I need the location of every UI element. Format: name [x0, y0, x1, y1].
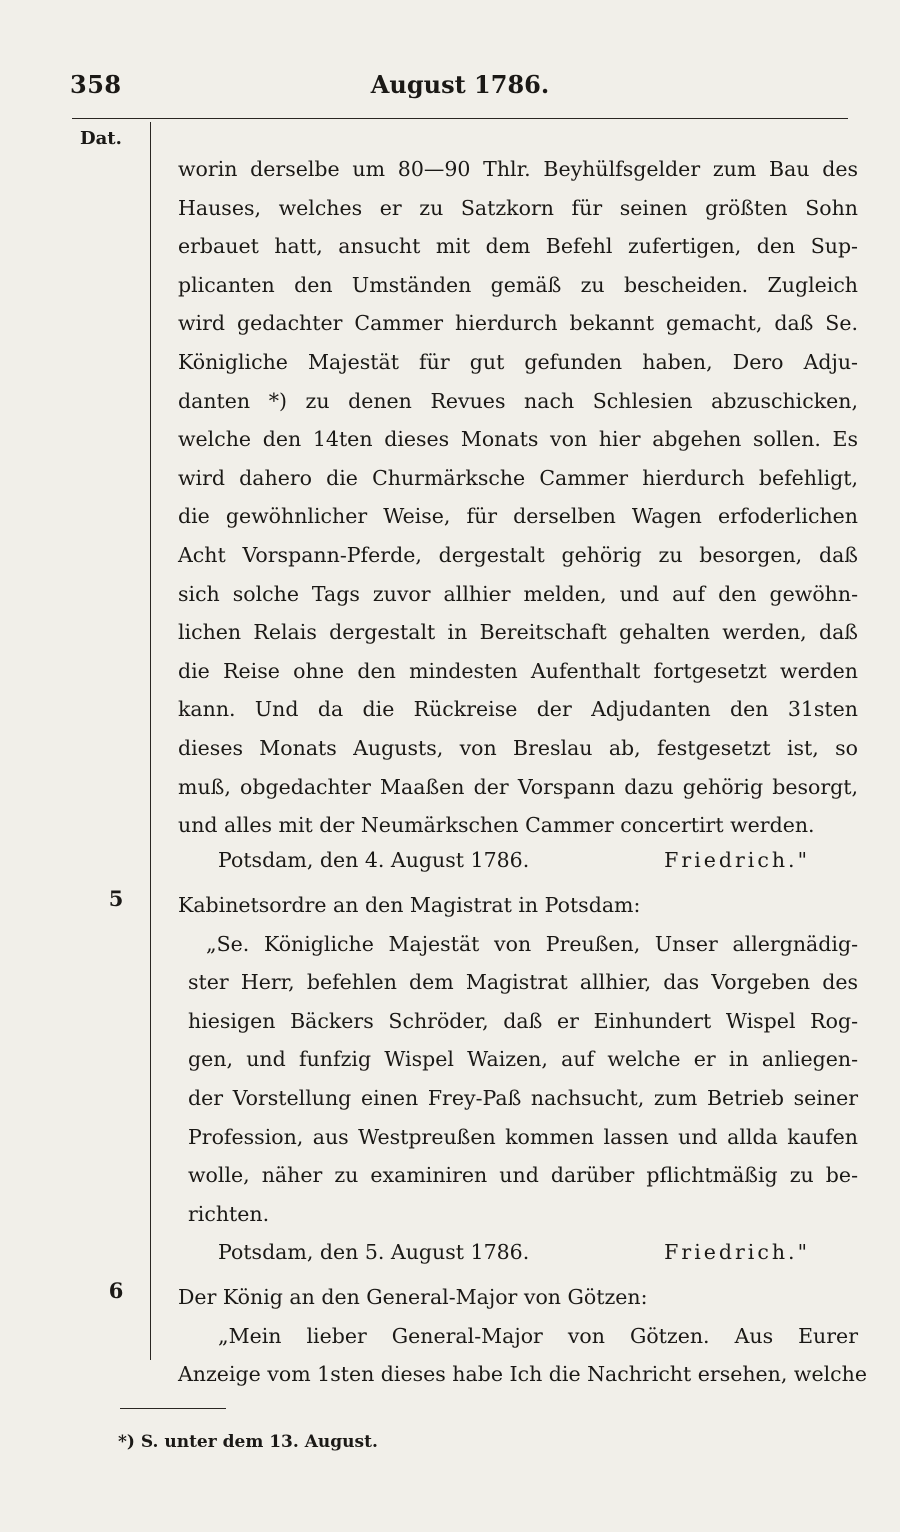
text-line: die gewöhnlicher Weise, für derselben Wagen erfoderlichen [178, 504, 858, 529]
text-line: muß, obgedachter Maaßen der Vorspann dazu gehörig besorgt, [178, 774, 858, 799]
footnote-rule [120, 1408, 226, 1409]
date-column-label: Dat. [80, 128, 122, 149]
text-line: wird dahero die Churmärksche Cammer hierdurch befehligt, [178, 465, 858, 490]
entry-5-text [178, 886, 858, 1233]
text-line: Profession, aus Westpreußen kommen lassen und allda kaufen [188, 1124, 858, 1149]
place-date: Potsdam, den 4. August 1786. [218, 848, 530, 872]
text-line: erbauet hatt, ansucht mit dem Befehl zufertigen, den Sup- [178, 234, 858, 259]
text-line: lichen Relais dergestalt in Bereitschaft gehalten werden, daß [178, 620, 858, 645]
entry-number-6: 6 [108, 1278, 124, 1303]
text-line: wolle, näher zu examiniren und darüber pflichtmäßig zu be- [188, 1163, 858, 1188]
text-line: gen, und funfzig Wispel Waizen, auf welche er in anliegen- [188, 1047, 858, 1072]
page-number: 358 [70, 70, 122, 99]
text-line: Königliche Majestät für gut gefunden haben, Dero Adju- [178, 349, 858, 374]
text-line: Hauses, welches er zu Satzkorn für seinen größten Sohn [178, 195, 858, 220]
text-line: die Reise ohne den mindesten Aufenthalt fortgesetzt werden [178, 658, 858, 683]
entry-6-text [178, 1278, 867, 1394]
text-line: welche den 14ten dieses Monats von hier abgehen sollen. Es [178, 427, 858, 452]
text-line: „Se. Königliche Majestät von Preußen, Unser allergnädig- [206, 931, 858, 956]
text-line: plicanten den Umständen gemäß zu bescheiden. Zugleich [178, 272, 858, 297]
text-line: dieses Monats Augusts, von Breslau ab, festgesetzt ist, so [178, 735, 858, 760]
entry-4-text [178, 150, 858, 845]
signature-line-1 [218, 848, 810, 872]
text-line: der Vorstellung einen Frey-Paß nachsucht, zum Betrieb seiner [188, 1085, 858, 1110]
text-line: hiesigen Bäckers Schröder, daß er Einhundert Wispel Rog- [188, 1008, 858, 1033]
header-rule [72, 118, 848, 119]
text-line: und alles mit der Neumärkschen Cammer concertirt werden. [178, 813, 815, 838]
text-line: Acht Vorspann-Pferde, dergestalt gehörig zu besorgen, daß [178, 542, 858, 567]
entry-number-5: 5 [108, 886, 124, 911]
text-line: kann. Und da die Rückreise der Adjudanten den 31sten [178, 697, 858, 722]
entry-heading: Kabinetsordre an den Magistrat in Potsdam: [178, 893, 641, 917]
signer: Friedrich." [664, 1240, 810, 1264]
text-line: Anzeige vom 1sten dieses habe Ich die Nachricht ersehen, welche [178, 1362, 867, 1387]
text-line: wird gedachter Cammer hierdurch bekannt gemacht, daß Se. [178, 311, 858, 336]
margin-rule [150, 122, 151, 1360]
text-line: richten. [188, 1201, 270, 1226]
place-date: Potsdam, den 5. August 1786. [218, 1240, 530, 1264]
text-line: danten *) zu denen Revues nach Schlesien abzuschicken, [178, 388, 858, 413]
text-line: sich solche Tags zuvor allhier melden, und auf den gewöhn- [178, 581, 858, 606]
text-line: „Mein lieber General-Major von Götzen. Aus Eurer [218, 1323, 858, 1348]
signer: Friedrich." [664, 848, 810, 872]
text-line: worin derselbe um 80—90 Thlr. Beyhülfsgelder zum Bau des [178, 157, 858, 181]
text-line: ster Herr, befehlen dem Magistrat allhier, das Vorgeben des [188, 970, 858, 995]
page-header [70, 70, 850, 110]
signature-line-2 [218, 1240, 810, 1264]
entry-heading: Der König an den General-Major von Götzen: [178, 1285, 648, 1309]
running-head: August 1786. [370, 70, 550, 99]
footnote: *) S. unter dem 13. August. [118, 1432, 378, 1452]
